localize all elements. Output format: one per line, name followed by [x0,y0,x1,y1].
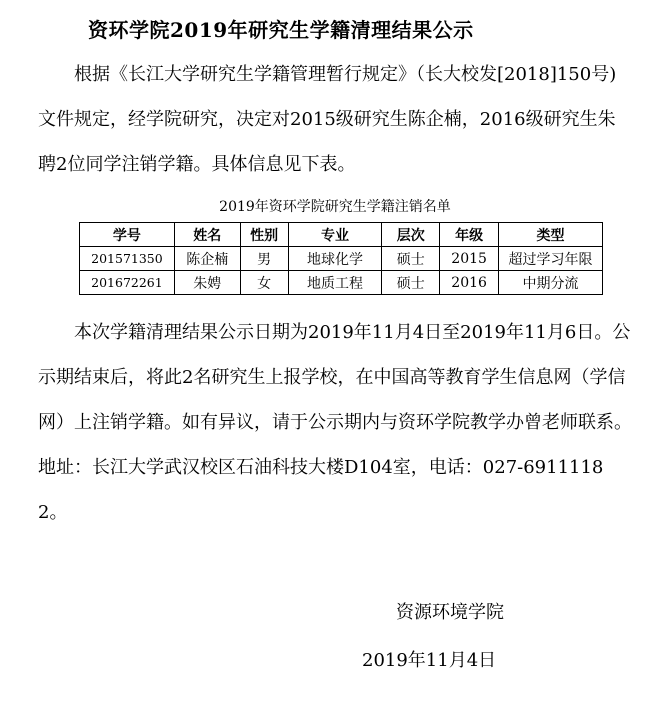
table-header-row [80,223,603,247]
header-major: 专业 [288,223,382,247]
cell-level: 硕士 [382,247,440,271]
header-name: 姓名 [174,223,240,247]
header-gender: 性别 [240,223,288,247]
cell-type: 超过学习年限 [499,247,603,271]
cell-major: 地质工程 [288,271,382,295]
table-caption: 2019年资环学院研究生学籍注销名单 [219,199,451,215]
cell-grade: 2016 [440,271,499,295]
cell-student-id: 201571350 [80,247,175,271]
header-level: 层次 [382,223,440,247]
notice-title: 资环学院2019年研究生学籍清理结果公示 [88,18,474,42]
cell-type: 中期分流 [499,271,603,295]
deregistration-table [79,222,603,295]
cell-student-id: 201672261 [80,271,175,295]
cell-name: 朱娉 [174,271,240,295]
table-row [80,247,603,271]
header-student-id: 学号 [80,223,175,247]
cell-level: 硕士 [382,271,440,295]
cell-grade: 2015 [440,247,499,271]
signature-date: 2019年11月4日 [362,650,497,671]
signature-org: 资源环境学院 [396,602,504,623]
intro-paragraph: 根据《长江大学研究生学籍管理暂行规定》（长大校发[2018]150号)文件规定，经学院研究，决定对2015级研究生陈企楠，2016级研究生朱聘2位同学注销学籍。具体信息见下表。 [38,64,617,175]
header-grade: 年级 [440,223,499,247]
cell-gender: 女 [240,271,288,295]
announcement-paragraph: 本次学籍清理结果公示日期为2019年11月4日至2019年11月6日。公示期结束后，将此2名研究生上报学校，在中国高等教育学生信息网（学信网）上注销学籍。如有异议，请于公示期内与资环学院教学办曾老师联系。地址：长江大学武汉校区石油科技大楼D104室，电话：027-69111182。 [38,322,632,523]
cell-major: 地球化学 [288,247,382,271]
cell-name: 陈企楠 [174,247,240,271]
table-row [80,271,603,295]
cell-gender: 男 [240,247,288,271]
header-type: 类型 [499,223,603,247]
